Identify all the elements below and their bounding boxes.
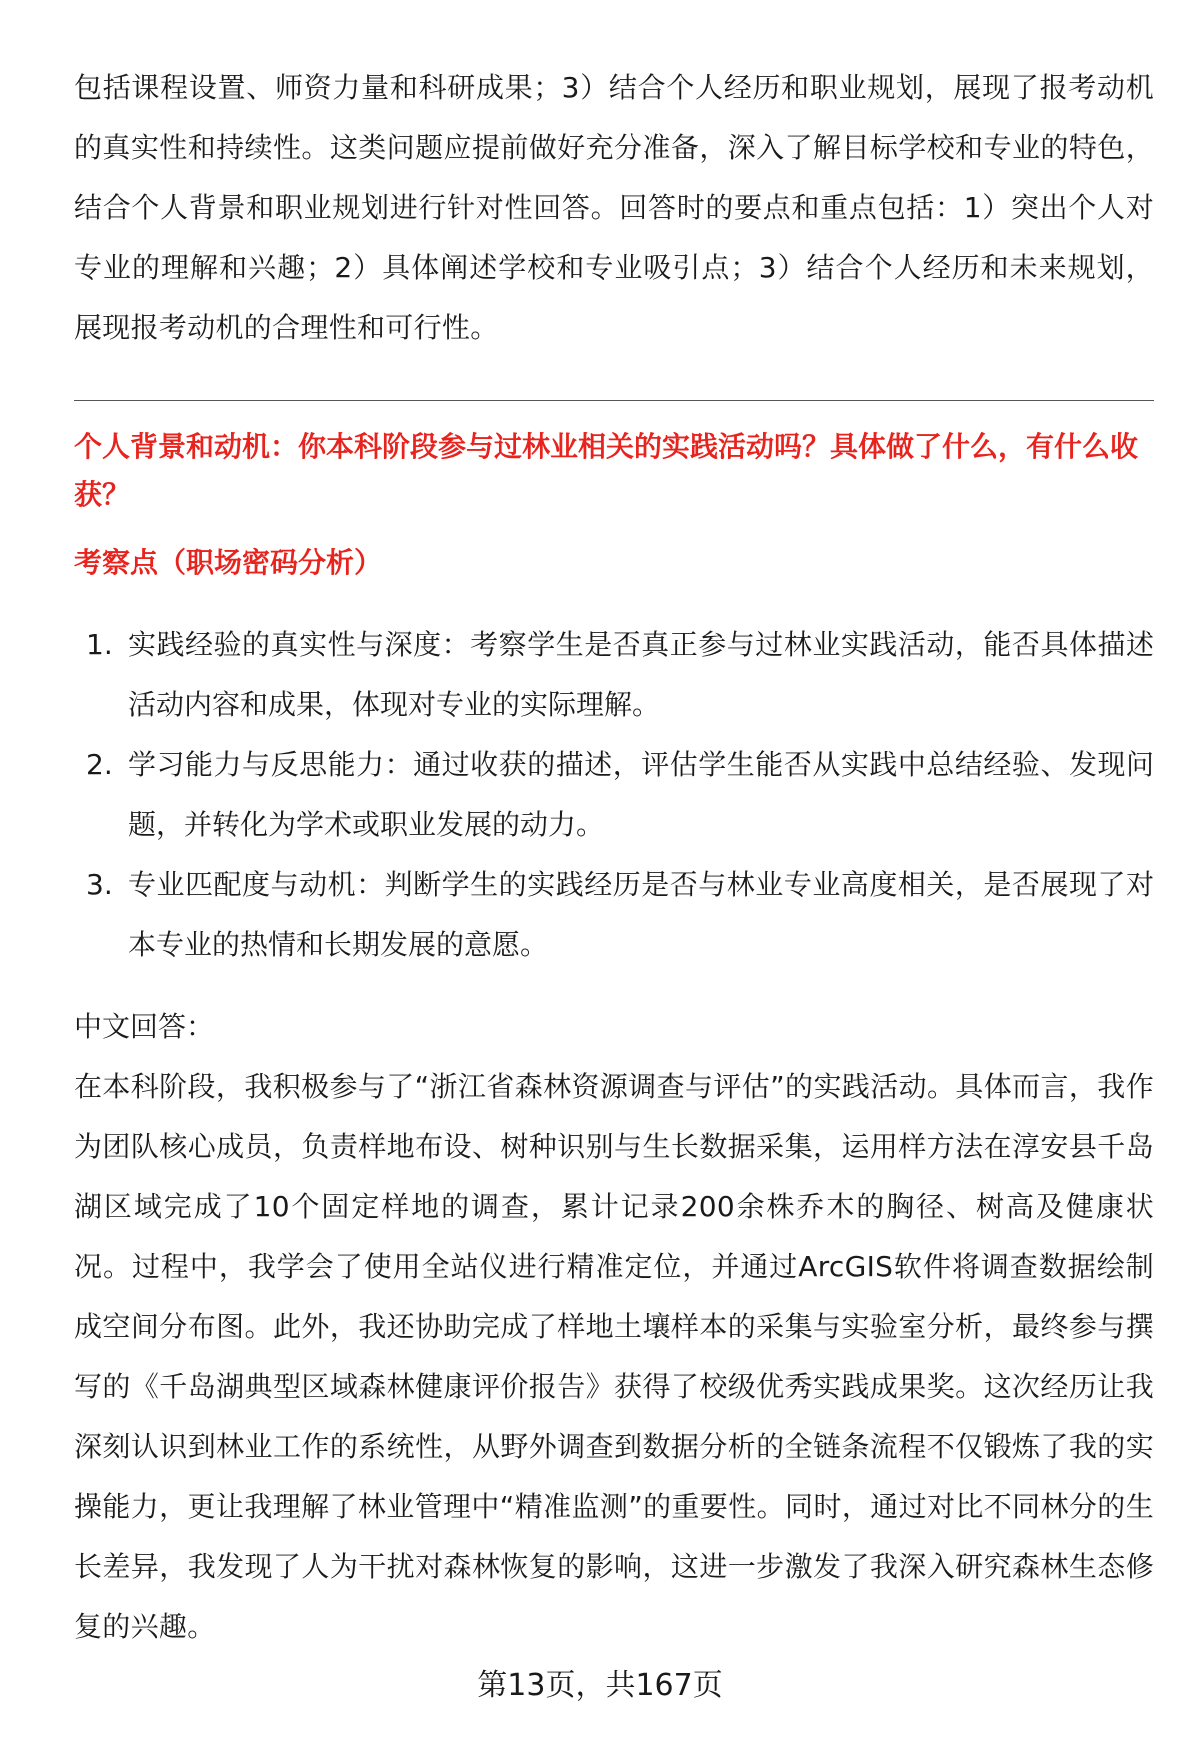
list-item-text: 学习能力与反思能力：通过收获的描述，评估学生能否从实践中总结经验、发现问题，并转化为学术或职业发展的动力。 xyxy=(128,748,1154,841)
assessment-points-list xyxy=(74,615,1154,975)
list-item-number: 2. xyxy=(86,748,113,781)
list-item xyxy=(74,735,1154,855)
assessment-subheading: 考察点（职场密码分析） xyxy=(74,546,383,579)
list-item-text: 实践经验的真实性与深度：考察学生是否真正参与过林业实践活动，能否具体描述活动内容和成果，体现对专业的实际理解。 xyxy=(128,628,1154,721)
page-number-footer: 第13页，共167页 xyxy=(477,1668,723,1703)
section-divider xyxy=(74,400,1154,401)
list-item xyxy=(74,855,1154,975)
list-item-number: 1. xyxy=(86,628,113,661)
question-heading: 个人背景和动机：你本科阶段参与过林业相关的实践活动吗？具体做了什么，有什么收获？ xyxy=(74,430,1139,511)
list-item-text: 专业匹配度与动机：判断学生的实践经历是否与林业专业高度相关，是否展现了对本专业的热情和长期发展的意愿。 xyxy=(128,868,1154,961)
answer-paragraph: 在本科阶段，我积极参与了“浙江省森林资源调查与评估”的实践活动。具体而言，我作为团队核心成员，负责样地布设、树种识别与生长数据采集，运用样方法在淳安县千岛湖区域完成了10个固定样地的调查，累计记录200余株乔木的胸径、树高及健康状况。过程中，我学会了使用全站仪进行精准定位，并通过ArcGIS软件将调查数据绘制成空间分布图。此外，我还协助完成了样地土壤样本的采集与实验室分析，最终参与撰写的《千岛湖典型区域森林健康评价报告》获得了校级优秀实践成果奖。这次经历让我深刻认识到林业工作的系统性，从野外调查到数据分析的全链条流程不仅锻炼了我的实操能力，更让我理解了林业管理中“精准监测”的重要性。同时，通过对比不同林分的生长差异，我发现了人为干扰对森林恢复的影响，这进一步激发了我深入研究森林生态修复的兴趣。 xyxy=(74,1070,1154,1643)
page-content xyxy=(74,58,1154,1657)
intro-paragraph: 包括课程设置、师资力量和科研成果；3）结合个人经历和职业规划，展现了报考动机的真实性和持续性。这类问题应提前做好充分准备，深入了解目标学校和专业的特色，结合个人背景和职业规划进行针对性回答。回答时的要点和重点包括：1）突出个人对专业的理解和兴趣；2）具体阐述学校和专业吸引点；3）结合个人经历和未来规划，展现报考动机的合理性和可行性。 xyxy=(74,71,1154,344)
list-item xyxy=(74,615,1154,735)
answer-label: 中文回答： xyxy=(74,1010,215,1043)
list-item-number: 3. xyxy=(86,868,113,901)
